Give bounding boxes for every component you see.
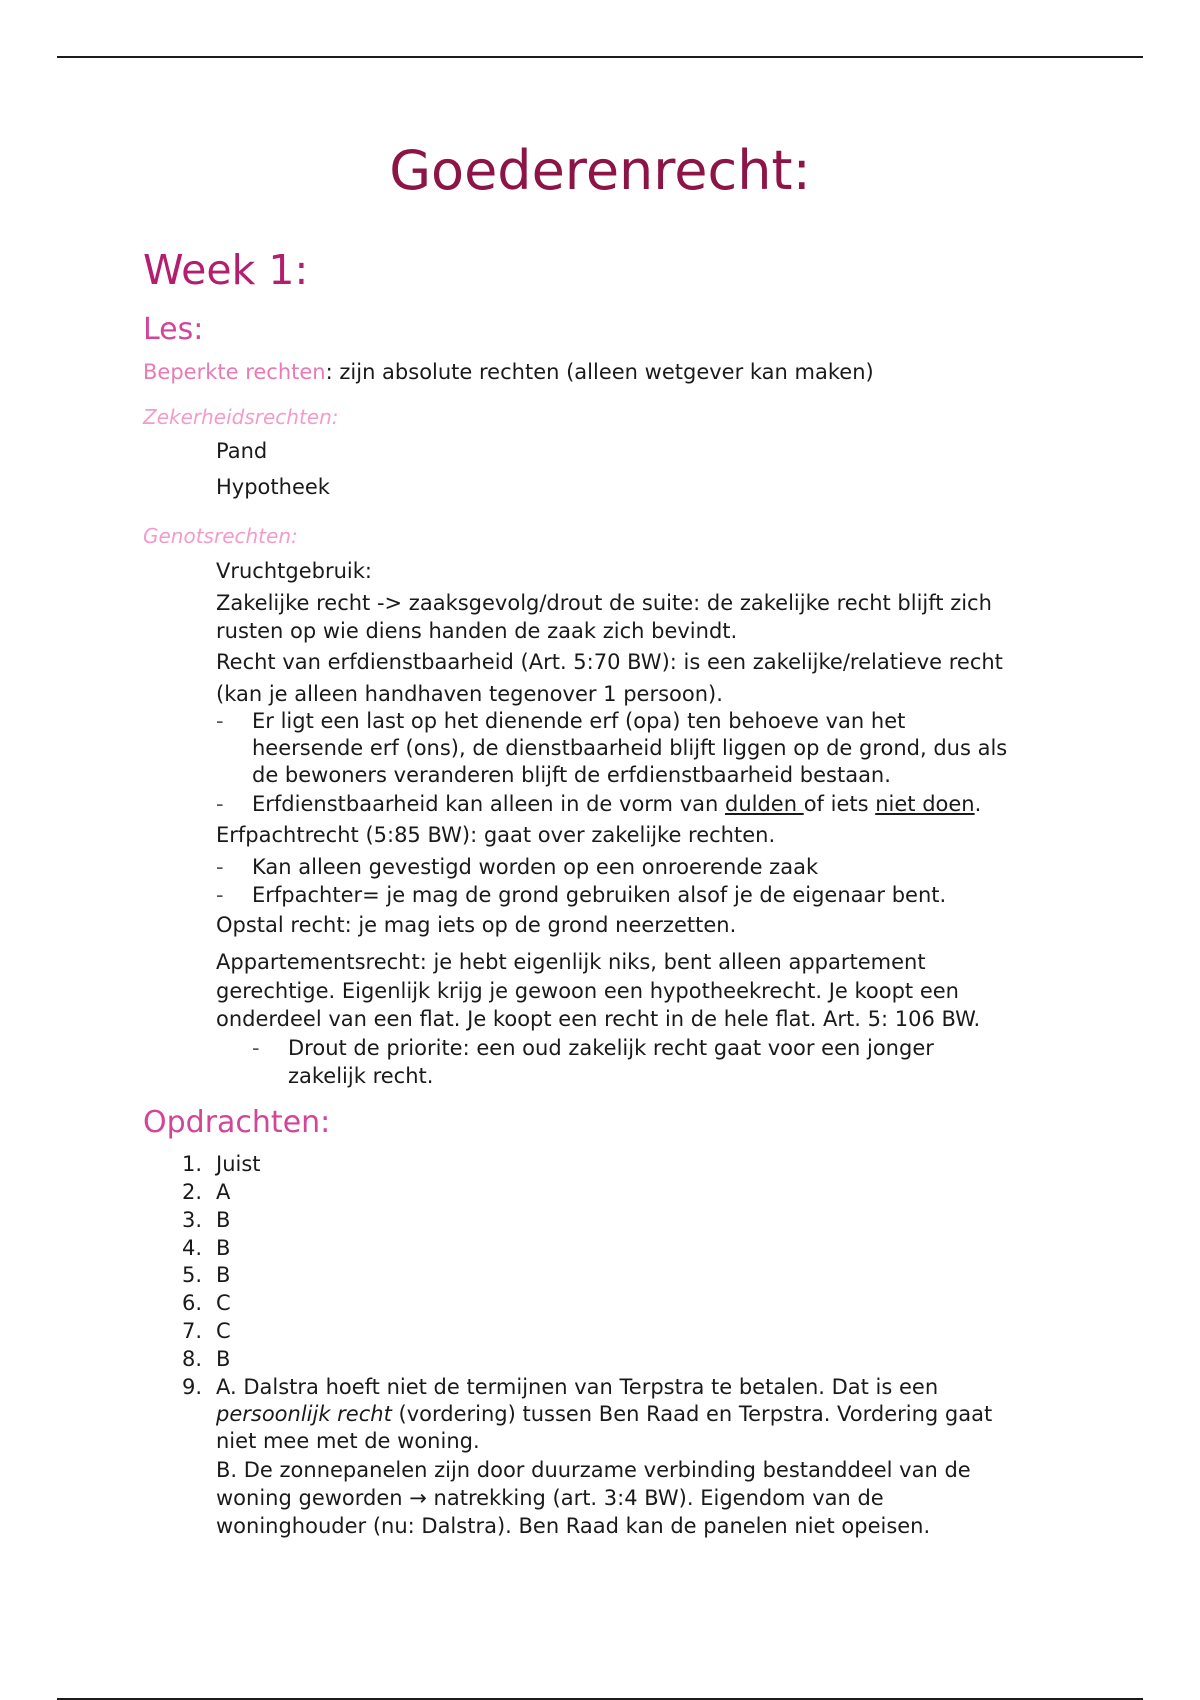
nine-a-line <box>216 1400 992 1428</box>
zakelijk-line: Zakelijke recht -> zaaksgevolg/drout de suite: de zakelijke recht blijft zich <box>216 591 992 615</box>
priorite-line: Drout de priorite: een oud zakelijk recht gaat voor een jonger <box>288 1036 934 1060</box>
genots-heading: Genotsrechten: <box>143 524 298 548</box>
zekerheid-item: Pand <box>216 439 268 463</box>
answer-item: C <box>216 1291 231 1315</box>
week-heading: Week 1: <box>143 246 309 294</box>
erfdienst-bullet1-line: Er ligt een last op het dienende erf (opa) ten behoeve van het <box>252 709 906 733</box>
opdrachten-heading: Opdrachten: <box>143 1105 331 1140</box>
erfpacht-bullet: Kan alleen gevestigd worden op een onroerende zaak <box>252 855 819 879</box>
nine-a-line: A. Dalstra hoeft niet de termijnen van Terpstra te betalen. Dat is een <box>216 1375 939 1399</box>
priorite-line: zakelijk recht. <box>288 1064 434 1088</box>
answer-item: B <box>216 1347 231 1371</box>
zakelijk-line: rusten op wie diens handen de zaak zich bevindt. <box>216 619 738 643</box>
text-segment: (vordering) tussen Ben Raad en Terpstra. Vordering gaat <box>391 1402 993 1426</box>
list-number: 4. <box>181 1236 202 1260</box>
answer-item: B <box>216 1263 231 1287</box>
bullet-dash: - <box>216 883 224 907</box>
nine-b-line: woninghouder (nu: Dalstra). Ben Raad kan de panelen niet opeisen. <box>216 1514 931 1538</box>
list-number: 1. <box>181 1152 202 1176</box>
list-number: 2. <box>181 1180 202 1204</box>
appartement-line: Appartementsrecht: je hebt eigenlijk niks, bent alleen appartement <box>216 950 926 974</box>
beperkte-term: Beperkte rechten <box>143 360 326 384</box>
erfdienst-line: Recht van erfdienstbaarheid (Art. 5:70 BW): is een zakelijke/relatieve recht <box>216 650 1003 674</box>
erfpacht-line: Erfpachtrecht (5:85 BW): gaat over zakelijke rechten. <box>216 823 776 847</box>
nine-b-line: woning geworden → natrekking (art. 3:4 BW). Eigendom van de <box>216 1486 884 1510</box>
zekerheid-item: Hypotheek <box>216 475 330 499</box>
list-number: 6. <box>181 1291 202 1315</box>
beperkte-rest: : zijn absolute rechten (alleen wetgever kan maken) <box>325 360 874 384</box>
bullet-dash: - <box>216 792 224 816</box>
beperkte-line <box>143 358 874 386</box>
appartement-line: gerechtige. Eigenlijk krijg je gewoon een hypotheekrecht. Je koopt een <box>216 979 959 1003</box>
underlined-dulden: dulden <box>724 792 804 816</box>
erfdienst-line: (kan je alleen handhaven tegenover 1 persoon). <box>216 682 723 706</box>
bullet-dash: - <box>216 709 224 733</box>
underlined-niet-doen: niet doen <box>875 792 975 816</box>
italic-persoonlijk-recht: persoonlijk recht <box>216 1402 392 1426</box>
answer-item: C <box>216 1319 231 1343</box>
text-segment: Erfdienstbaarheid kan alleen in de vorm van <box>252 792 725 816</box>
list-number: 8. <box>181 1347 202 1371</box>
list-number: 3. <box>181 1208 202 1232</box>
bullet-dash: - <box>252 1036 260 1060</box>
erfdienst-bullet1-line: de bewoners veranderen blijft de erfdienstbaarheid bestaan. <box>252 763 891 787</box>
nine-a-line: niet mee met de woning. <box>216 1429 480 1453</box>
answer-item: B <box>216 1236 231 1260</box>
les-heading: Les: <box>143 312 204 347</box>
answer-item: A <box>216 1180 231 1204</box>
page-title: Goederenrecht: <box>389 139 811 202</box>
text-segment: . <box>974 792 982 816</box>
bullet-dash: - <box>216 855 224 879</box>
erfpacht-bullet: Erfpachter= je mag de grond gebruiken alsof je de eigenaar bent. <box>252 883 947 907</box>
text-segment: of iets <box>803 792 876 816</box>
opstal-line: Opstal recht: je mag iets op de grond neerzetten. <box>216 913 737 937</box>
list-number: 5. <box>181 1263 202 1287</box>
erfdienst-bullet2 <box>252 790 981 818</box>
list-number: 9. <box>181 1375 202 1399</box>
vruchtgebruik-label: Vruchtgebruik: <box>216 559 372 583</box>
erfdienst-bullet1-line: heersende erf (ons), de dienstbaarheid blijft liggen op de grond, dus als <box>252 736 1008 760</box>
appartement-line: onderdeel van een flat. Je koopt een recht in de hele flat. Art. 5: 106 BW. <box>216 1007 981 1031</box>
nine-b-line: B. De zonnepanelen zijn door duurzame verbinding bestanddeel van de <box>216 1458 971 1482</box>
answer-item: Juist <box>216 1152 261 1176</box>
zekerheid-heading: Zekerheidsrechten: <box>143 405 339 429</box>
list-number: 7. <box>181 1319 202 1343</box>
answer-item: B <box>216 1208 231 1232</box>
